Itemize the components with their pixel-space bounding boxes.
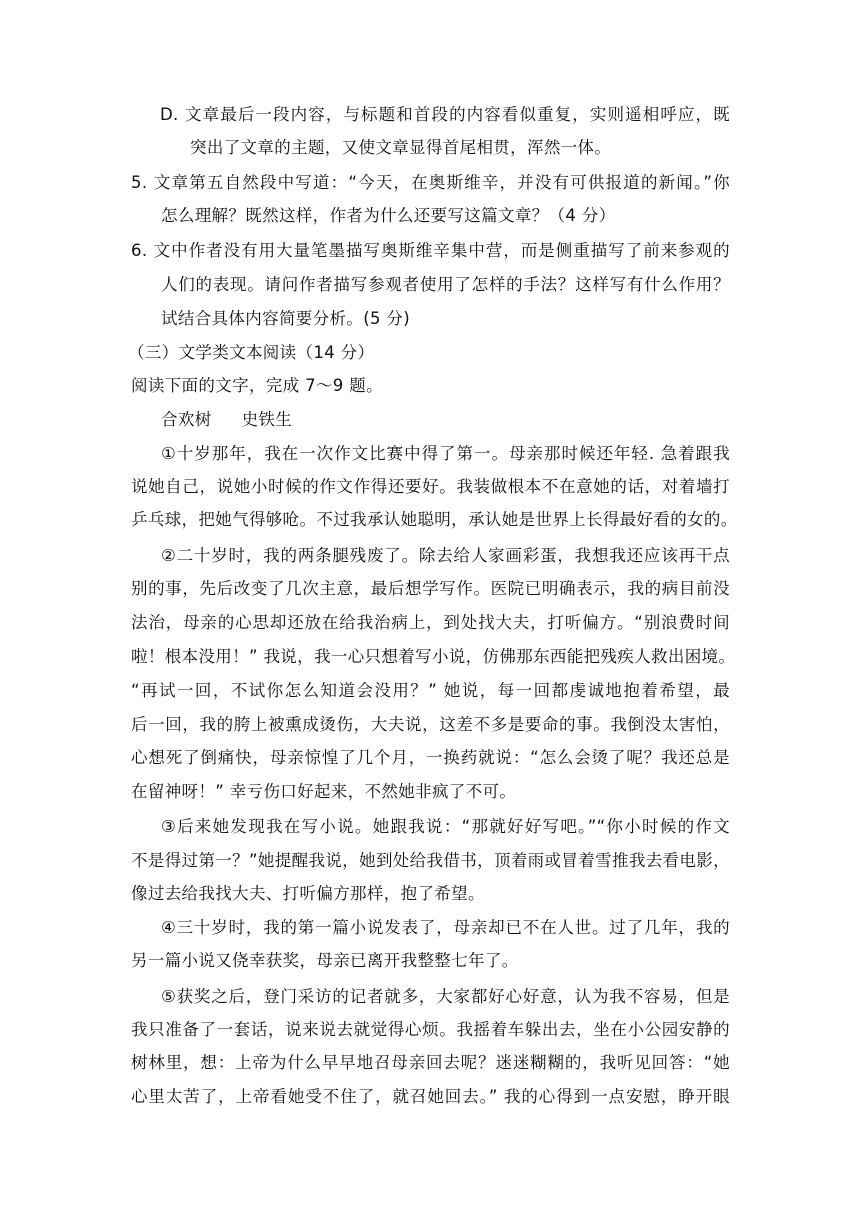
paragraph-2-line-2: 别的事，先后改变了几次主意，最后想学写作。医院已明确表示，我的病目前没 — [131, 579, 730, 598]
question-5-line-2: 怎么理解？既然这样，作者为什么还要写这篇文章？（4 分） — [161, 206, 616, 225]
paragraph-2-line-5: “再试一回，不试你怎么知道会没用？” 她说，每一回都虔诚地抱着希望，最 — [131, 681, 730, 700]
paragraph-3-line-1: ③后来她发现我在写小说。她跟我说：“那就好好写吧。”“你小时候的作文 — [161, 817, 730, 836]
paragraph-2-line-7: 心想死了倒痛快，母亲惊惶了几个月，一换药就说：“怎么会烫了呢？我还总是 — [131, 748, 730, 767]
paragraph-5-line-4: 心里太苦了，上帝看她受不住了，就召她回去。” 我的心得到一点安慰，睁开眼 — [131, 1087, 730, 1106]
section-heading: （三）文学类文本阅读（14 分） — [128, 343, 375, 362]
paragraph-2-line-3: 法治，母亲的心思却还放在给我治病上，到处找大夫，打听偏方。“别浪费时间 — [131, 613, 730, 632]
paragraph-5-line-3: 树林里，想：上帝为什么早早地召母亲回去呢？迷迷糊糊的，我听见回答：“她 — [131, 1053, 730, 1072]
paragraph-2-line-1: ②二十岁时，我的两条腿残废了。除去给人家画彩蛋，我想我还应该再干点 — [161, 546, 730, 565]
question-6-line-2: 人们的表现。请问作者描写参观者使用了怎样的手法？这样写有什么作用？ — [161, 275, 730, 294]
paragraph-5-line-2: 我只准备了一套话，说来说去就觉得心烦。我摇着车躲出去，坐在小公园安静的 — [131, 1020, 730, 1039]
paragraph-3-line-2: 不是得过第一？”她提醒我说，她到处给我借书，顶着雨或冒着雪推我去看电影， — [131, 851, 730, 870]
paragraph-1-line-1: ①十岁那年，我在一次作文比赛中得了第一。母亲那时候还年轻. 急着跟我 — [161, 444, 730, 463]
paragraph-4-line-2: 另一篇小说又侥幸获奖，母亲已离开我整整七年了。 — [131, 951, 519, 970]
paragraph-5-line-1: ⑤获奖之后，登门采访的记者就多，大家都好心好意，认为我不容易，但是 — [161, 987, 730, 1006]
story-title-line — [161, 409, 292, 431]
paragraph-4-line-1: ④三十岁时，我的第一篇小说发表了，母亲却已不在人世。过了几年，我的 — [161, 918, 730, 937]
question-6-line-1: 6. 文中作者没有用大量笔墨描写奥斯维辛集中营，而是侧重描写了前来参观的 — [131, 241, 730, 260]
paragraph-1-line-2: 说她自己，说她小时候的作文作得还要好。我装做根本不在意她的话，对着墙打 — [131, 477, 730, 496]
option-d-line-2: 突出了文章的主题，又使文章显得首尾相贯，浑然一体。 — [190, 138, 612, 157]
paragraph-2-line-8: 在留神呀！” 幸亏伤口好起来，不然她非疯了不可。 — [131, 782, 517, 801]
story-author: 史铁生 — [241, 410, 293, 429]
paragraph-2-line-6: 后一回，我的胯上被熏成烫伤，大夫说，这差不多是要命的事。我倒没太害怕， — [131, 715, 730, 734]
question-6-line-3: 试结合具体内容简要分析。(5 分) — [161, 309, 411, 328]
paragraph-2-line-4: 啦！根本没用！” 我说，我一心只想着写小说，仿佛那东西能把残疾人救出困境。 — [131, 647, 736, 666]
section-instruction: 阅读下面的文字，完成 7～9 题。 — [131, 376, 383, 395]
paragraph-3-line-3: 像过去给我找大夫、打听偏方那样，抱了希望。 — [131, 884, 485, 903]
story-title: 合欢树 — [161, 410, 212, 429]
paragraph-1-line-3: 乒乓球，把她气得够呛。不过我承认她聪明，承认她是世界上长得最好看的女的。 — [131, 510, 738, 529]
question-5-line-1: 5. 文章第五自然段中写道：“今天，在奥斯维辛，并没有可供报道的新闻。”你 — [131, 173, 730, 192]
option-d-line-1: D. 文章最后一段内容，与标题和首段的内容看似重复，实则遥相呼应，既 — [160, 105, 730, 124]
